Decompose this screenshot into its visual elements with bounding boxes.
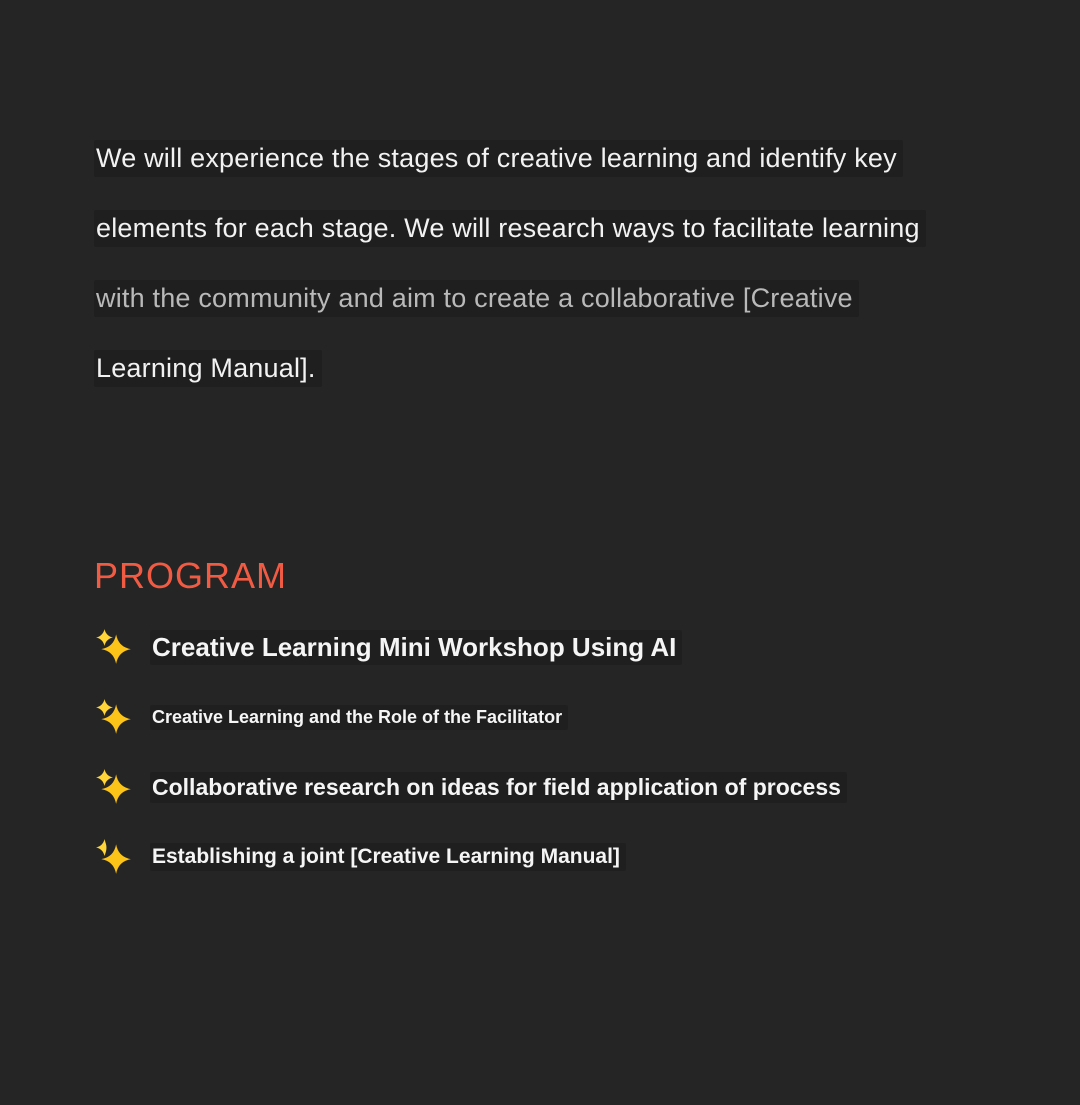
program-item-label: Collaborative research on ideas for field application of process: [150, 772, 847, 803]
program-item-label: Creative Learning Mini Workshop Using AI: [150, 630, 682, 665]
program-item: [94, 682, 1014, 752]
program-item: [94, 822, 1014, 892]
program-heading: PROGRAM: [94, 555, 288, 596]
program-item-label: Creative Learning and the Role of the Facilitator: [150, 705, 568, 730]
program-item-label: Establishing a joint [Creative Learning Manual]: [150, 843, 626, 871]
intro-line-text: We will experience the stages of creative learning and identify key: [94, 140, 903, 177]
intro-line: [94, 333, 994, 403]
intro-line-text: elements for each stage. We will research ways to facilitate learning: [94, 210, 926, 247]
program-item: [94, 752, 1014, 822]
sparkles-icon: [94, 837, 134, 877]
intro-paragraph: [94, 123, 994, 403]
sparkles-icon: [94, 767, 134, 807]
sparkles-icon: [94, 627, 134, 667]
intro-line: [94, 263, 994, 333]
program-list: [94, 612, 1014, 892]
intro-line: [94, 193, 994, 263]
intro-line: [94, 123, 994, 193]
program-item: [94, 612, 1014, 682]
intro-line-text: Learning Manual].: [94, 350, 322, 387]
intro-line-text: with the community and aim to create a collaborative [Creative: [94, 280, 859, 317]
sparkles-icon: [94, 697, 134, 737]
